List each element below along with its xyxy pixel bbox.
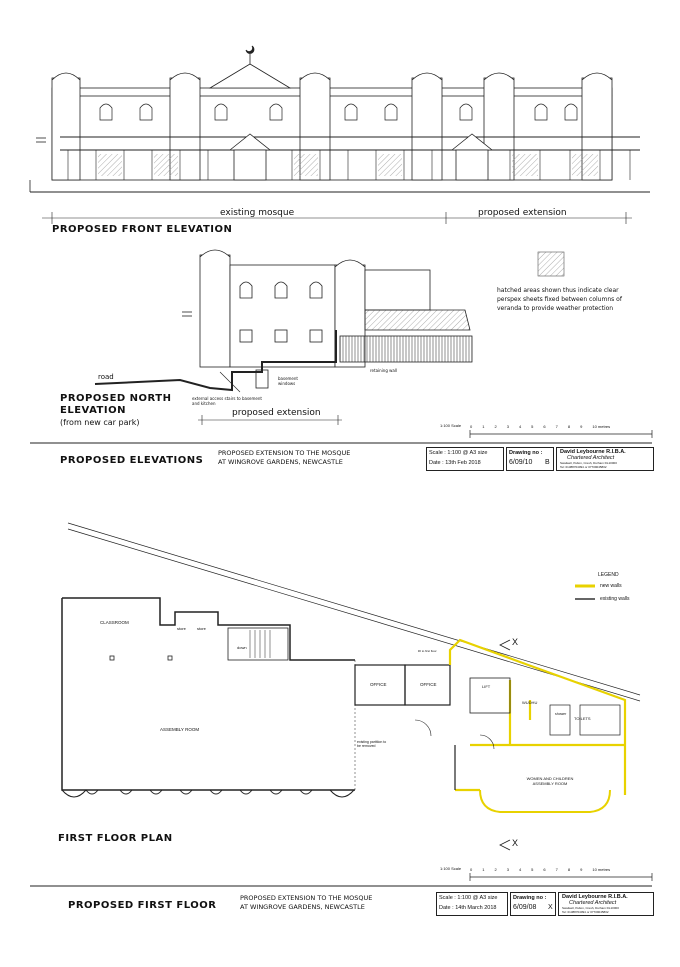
- plan-revision: X: [548, 904, 553, 911]
- plan-drawing-no-label: Drawing no :: [513, 895, 547, 901]
- plan-architect-tel: Tel: 01388704094 or 07709045802: [562, 910, 609, 914]
- plan-scale-bar-graphic: [470, 873, 652, 881]
- room-toilets: TOILETS: [574, 716, 591, 721]
- elevations-drawing-title: PROPOSED ELEVATIONS: [60, 455, 204, 466]
- section-marker-top: X: [512, 637, 519, 647]
- hatch-note: hatched areas shown thus indicate clear perspex sheets fixed between columns of veranda to provide weather protection: [497, 287, 622, 312]
- north-proposed-extension-label: proposed extension: [232, 408, 321, 418]
- plan-legend-swatches: [575, 586, 595, 599]
- front-elevation-drawing: [30, 46, 650, 224]
- room-women-children: WOMEN AND CHILDREN ASSEMBLY ROOM: [526, 776, 574, 786]
- plan-date: Date : 14th March 2018: [439, 905, 497, 911]
- elevation-scale-bar-graphic: [470, 430, 652, 438]
- elevations-architect-title: Chartered Architect: [567, 455, 615, 461]
- plan-scale-date-box: [436, 892, 508, 916]
- room-office-1: OFFICE: [370, 682, 387, 687]
- elevations-architect-addr: Swalwell, Pelton, Cresh, Durham DL10000: [560, 461, 617, 465]
- plan-project-line1: PROPOSED EXTENSION TO THE MOSQUE: [240, 894, 373, 902]
- room-store-2: store: [197, 626, 206, 631]
- external-stairs-label: external access stairs to basement and kitchen: [192, 396, 262, 406]
- room-classroom: CLASSROOM: [100, 620, 129, 625]
- existing-mosque-label: existing mosque: [220, 208, 295, 218]
- plan-drawing-title: PROPOSED FIRST FLOOR: [68, 900, 217, 911]
- basement-windows-label: basement windows: [278, 376, 298, 386]
- room-wudu: WUDHU: [522, 700, 538, 705]
- elevations-project-line2: AT WINGROVE GARDENS, NEWCASTLE: [218, 458, 343, 466]
- legend-existing-walls: existing walls: [600, 596, 630, 602]
- first-floor-plan-drawing: [62, 523, 640, 850]
- elevations-drawing-no-box: [506, 447, 554, 471]
- plan-scale-label: 1:100 Scale: [440, 866, 462, 871]
- plan-architect-box: [558, 892, 654, 916]
- elevations-drawing-no-label: Drawing no :: [509, 450, 543, 456]
- proposed-extension-label: proposed extension: [478, 208, 567, 218]
- elevations-architect-box: [556, 447, 654, 471]
- lift-note: lift to first floor: [418, 649, 437, 653]
- stair-down-label: down: [237, 645, 247, 650]
- elevations-revision: B: [545, 459, 550, 466]
- room-lift: LIFT: [482, 684, 491, 689]
- plan-architect-title: Chartered Architect: [569, 900, 617, 906]
- room-office-2: OFFICE: [420, 682, 437, 687]
- plan-drawing-no-box: [510, 892, 556, 916]
- elevation-scale-ticks: 0 1 2 3 4 5 6 7 8 9 10 metres: [470, 424, 611, 429]
- elevations-date: Date : 13th Feb 2018: [429, 460, 481, 466]
- elevations-scale-date-box: [426, 447, 504, 471]
- plan-drawing-no: 6/09/08: [513, 904, 537, 911]
- plan-architect-name: David Leybourne R.I.B.A.: [562, 894, 628, 900]
- elevations-architect-tel: Tel: 01388704094 or 07709045802: [560, 465, 607, 469]
- legend-title: LEGEND: [598, 572, 619, 578]
- elevations-scale: Scale : 1:100 @ A3 size: [429, 450, 488, 456]
- hatch-legend-swatch: [538, 252, 564, 276]
- room-assembly: ASSEMBLY ROOM: [160, 727, 200, 732]
- plan-architect-addr: Swalwell, Pelton, Cresh, Durham DL10000: [562, 906, 619, 910]
- section-marker-bottom: X: [512, 838, 519, 848]
- plan-scale: Scale : 1:100 @ A3 size: [439, 895, 498, 901]
- plan-scale-ticks: 0 1 2 3 4 5 6 7 8 9 10 metres: [470, 867, 611, 872]
- room-store-1: store: [177, 626, 186, 631]
- north-elevation-title-line1: PROPOSED NORTH: [60, 393, 172, 404]
- north-elevation-subtitle: (from new car park): [60, 418, 140, 427]
- room-shower: shower: [555, 712, 567, 716]
- front-elevation-title: PROPOSED FRONT ELEVATION: [52, 224, 233, 235]
- plan-title: FIRST FLOOR PLAN: [58, 833, 173, 844]
- elevations-project-line1: PROPOSED EXTENSION TO THE MOSQUE: [218, 449, 351, 457]
- legend-new-walls: new walls: [600, 583, 622, 589]
- north-elevation-title-line2: ELEVATION: [60, 405, 126, 416]
- retaining-wall-label: retaining wall: [370, 368, 398, 373]
- road-label: road: [98, 373, 114, 381]
- plan-project-line2: AT WINGROVE GARDENS, NEWCASTLE: [240, 903, 365, 911]
- elevations-architect-name: David Leybourne R.I.B.A.: [560, 449, 626, 455]
- elevations-drawing-no: 6/09/10: [509, 459, 533, 466]
- elevation-scale-label: 1:100 Scale: [440, 423, 462, 428]
- partition-note: existing partition to be removed: [357, 740, 387, 748]
